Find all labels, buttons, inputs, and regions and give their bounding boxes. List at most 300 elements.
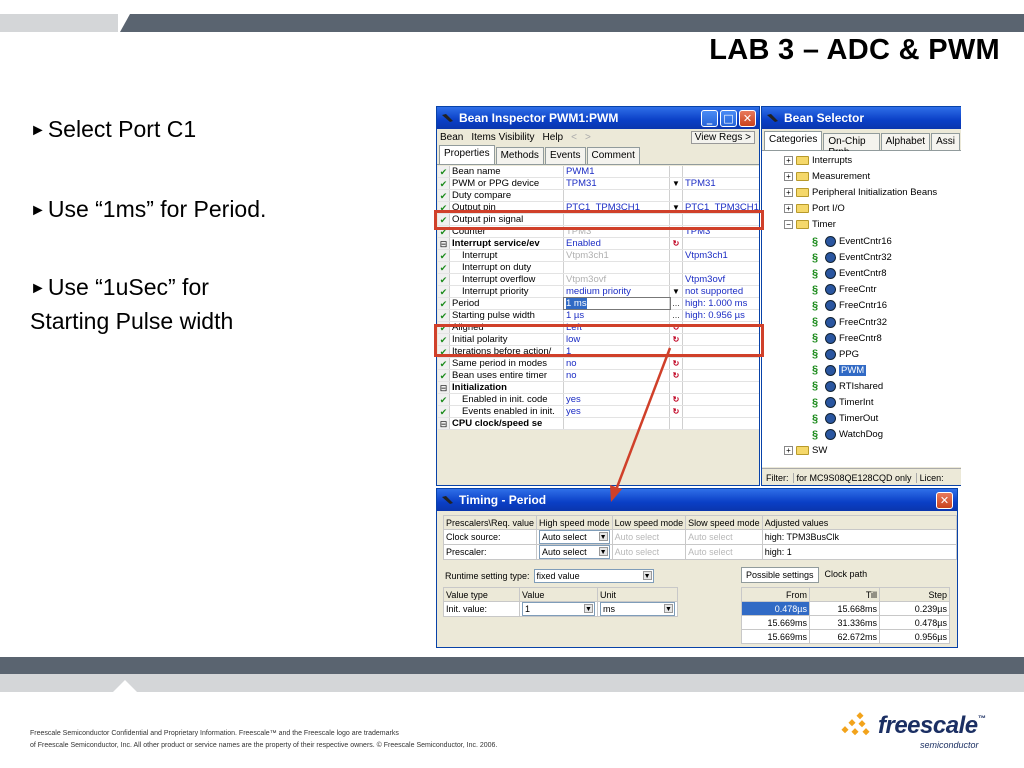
property-label: Interrupt priority: [450, 286, 564, 297]
bean-icon: §: [812, 267, 819, 280]
property-extra: Vtpm3ovf: [683, 274, 760, 285]
property-row[interactable]: [438, 406, 760, 418]
tab-clock-path[interactable]: Clock path: [824, 569, 868, 579]
table-row[interactable]: [742, 616, 950, 630]
property-row[interactable]: [438, 274, 760, 286]
adjusted-value: high: TPM3BusClk: [762, 530, 956, 545]
property-value[interactable]: TPM31: [564, 178, 670, 189]
tree-item[interactable]: [784, 187, 937, 198]
tab-comment[interactable]: Comment: [587, 147, 640, 164]
check-icon: ⊟: [438, 418, 450, 429]
step-cell: 0.956µs: [880, 630, 950, 644]
chevron-down-icon: ▼: [599, 534, 607, 541]
col-header: Till: [810, 588, 880, 602]
till-cell: 15.668ms: [810, 602, 880, 616]
property-value[interactable]: 1 µs: [564, 310, 670, 321]
check-icon: ✔: [438, 406, 450, 417]
gear-icon: [825, 349, 836, 360]
bean-icon: §: [812, 428, 819, 441]
property-row[interactable]: [438, 418, 760, 430]
inspector-tabs: [437, 145, 759, 165]
tree-item-label: FreeCntr8: [839, 332, 882, 344]
bean-icon: §: [812, 364, 819, 377]
property-value[interactable]: low: [564, 334, 670, 345]
property-label: Output pin signal: [450, 214, 564, 225]
cycle-icon[interactable]: ↻: [670, 358, 683, 369]
minimize-button[interactable]: _: [701, 110, 718, 127]
tree-item-label: PWM: [841, 364, 865, 376]
menu-items-visibility[interactable]: Items Visibility: [471, 131, 535, 143]
from-cell: 15.669ms: [742, 616, 810, 630]
property-label: Interrupt service/ev: [450, 238, 564, 249]
bullet-text: Use “1uSec” for: [47, 274, 209, 300]
tab-possible-settings[interactable]: Possible settings: [741, 567, 819, 583]
check-icon: ✔: [438, 190, 450, 201]
tree-item-label: SW: [812, 444, 828, 456]
property-row[interactable]: [438, 286, 760, 298]
bean-icon: §: [812, 299, 819, 312]
property-label: Bean uses entire timer: [450, 370, 564, 381]
bullet-arrow-icon: ►: [30, 280, 46, 297]
property-value[interactable]: PTC1_TPM3CH1: [564, 202, 670, 213]
property-row[interactable]: [438, 262, 760, 274]
unit-select[interactable]: ms ▼: [598, 602, 678, 617]
gear-icon: [825, 365, 836, 376]
check-icon: ✔: [438, 370, 450, 381]
bean-tree: [762, 151, 961, 467]
chevron-down-icon[interactable]: ▼: [670, 286, 683, 297]
timing-title: Timing - Period: [459, 493, 547, 507]
output-pin-highlight: [434, 210, 764, 230]
check-icon: ✔: [438, 226, 450, 237]
tree-item[interactable]: [812, 332, 882, 344]
bullet-text: Use “1ms” for Period.: [47, 196, 267, 222]
header-bar-light: [0, 14, 118, 32]
tab-onchip[interactable]: On-Chip: [823, 133, 879, 150]
period-highlight: [434, 324, 764, 357]
property-value[interactable]: yes: [564, 394, 670, 405]
gear-icon: [825, 413, 836, 424]
step-cell: 0.478µs: [880, 616, 950, 630]
expand-icon[interactable]: +: [784, 188, 793, 197]
nav-back[interactable]: <: [571, 131, 577, 143]
property-value[interactable]: [564, 298, 670, 309]
nav-forward[interactable]: >: [584, 131, 591, 143]
check-icon: ✔: [438, 322, 450, 333]
property-label: Interrupt on duty: [450, 262, 564, 273]
property-value[interactable]: Left: [564, 322, 670, 333]
tree-item-label: WatchDog: [839, 429, 883, 441]
bullet-3: [30, 271, 233, 337]
property-label: Interrupt overflow: [450, 274, 564, 285]
bean-icon: §: [812, 251, 819, 264]
logo-subtitle: semiconductor: [920, 740, 979, 750]
property-row[interactable]: [438, 310, 760, 322]
property-extra: [683, 262, 760, 273]
selector-title: Bean Selector: [784, 111, 865, 125]
property-value[interactable]: 1: [564, 346, 670, 357]
value-type: Init. value:: [444, 602, 520, 617]
tree-item[interactable]: [812, 380, 883, 392]
property-row[interactable]: [438, 178, 760, 190]
license-field: Licen:: [916, 473, 944, 483]
gear-icon: [825, 252, 836, 263]
gear-icon: [825, 284, 836, 295]
gear-icon: [825, 333, 836, 344]
property-extra: [683, 394, 760, 405]
gear-icon: [825, 317, 836, 328]
expand-icon[interactable]: +: [784, 446, 793, 455]
property-extra: TPM3: [683, 226, 760, 237]
property-extra: high: 0.956 µs: [683, 310, 760, 321]
prescaler-header-row: [444, 516, 957, 530]
tree-item-label: Peripheral Initialization Beans: [812, 187, 938, 199]
timing-close-button[interactable]: ✕: [936, 492, 953, 509]
bean-icon: [766, 112, 780, 124]
footer-bar-dark: [0, 657, 1024, 674]
property-extra: Vtpm3ch1: [683, 250, 760, 261]
property-row[interactable]: [438, 238, 760, 250]
tree-item-label: EventCntr8: [839, 268, 887, 280]
property-label: Interrupt: [450, 250, 564, 261]
tab-alphabet[interactable]: Alphabet: [881, 133, 930, 150]
gear-icon: [825, 300, 836, 311]
property-label: PWM or PPG device: [450, 178, 564, 189]
check-icon: ✔: [438, 358, 450, 369]
tree-item[interactable]: [812, 397, 873, 409]
property-extra: [683, 382, 760, 393]
pointer-arrow: [600, 340, 680, 505]
table-row: [444, 530, 957, 545]
check-icon: ✔: [438, 262, 450, 273]
value-input[interactable]: 1 ▼: [520, 602, 598, 617]
col-header: Value: [520, 588, 598, 602]
row-label: Prescaler:: [444, 545, 537, 560]
gear-icon: [825, 268, 836, 279]
tree-item-label: Timer: [812, 219, 836, 231]
check-icon: ✔: [438, 346, 450, 357]
property-value[interactable]: [564, 190, 670, 201]
cycle-icon[interactable]: ↻: [670, 406, 683, 417]
property-label: Counter: [450, 226, 564, 237]
tree-item[interactable]: [784, 171, 870, 182]
check-icon: ✔: [438, 286, 450, 297]
from-cell: 15.669ms: [742, 630, 810, 644]
property-row[interactable]: [438, 298, 760, 310]
value-header-row: [444, 588, 678, 602]
property-row[interactable]: [438, 358, 760, 370]
tab-properties[interactable]: Properties: [439, 145, 495, 164]
tab-assistant[interactable]: Assi: [931, 133, 960, 150]
tree-item[interactable]: [812, 284, 876, 296]
tree-item[interactable]: [812, 236, 892, 248]
settings-tabs: [741, 567, 871, 583]
prescaler-table: [443, 515, 957, 560]
property-label: Events enabled in init.: [450, 406, 564, 417]
settings-header-row: [742, 588, 950, 602]
bullet-arrow-icon: ►: [30, 122, 46, 139]
tab-methods[interactable]: Methods: [496, 147, 544, 164]
step-cell: 0.239µs: [880, 602, 950, 616]
cycle-icon[interactable]: ↻: [670, 322, 683, 333]
legal-text: [30, 728, 497, 752]
tree-item[interactable]: [812, 364, 866, 376]
property-row[interactable]: [438, 394, 760, 406]
bean-icon: §: [812, 283, 819, 296]
tree-item-label: FreeCntr32: [839, 316, 888, 328]
tree-item-label: TimerOut: [839, 413, 879, 425]
property-extra: [683, 418, 760, 429]
header-bar-dark: [120, 14, 1024, 32]
high-speed-select[interactable]: Auto select ▼: [537, 530, 613, 545]
property-label: Duty compare: [450, 190, 564, 201]
bullet-text-cont: Starting Pulse width: [30, 308, 234, 334]
property-value[interactable]: no: [564, 358, 670, 369]
gear-icon: [825, 381, 836, 392]
expand-icon[interactable]: +: [784, 156, 793, 165]
selected-text: 1 ms: [566, 298, 587, 309]
col-header: From: [742, 588, 810, 602]
logo-wordmark: freescale™: [878, 712, 986, 739]
legal-line-2: of Freescale Semiconductor, Inc. All other product or service names are the property of their respective owners. © Freescale Semiconductor, Inc. 2006.: [30, 742, 498, 749]
property-extra: high: 1.000 ms: [683, 298, 760, 309]
tree-item-label: EventCntr16: [839, 236, 892, 247]
property-label: Same period in modes: [450, 358, 564, 369]
check-icon: ⊟: [438, 382, 450, 393]
tree-item[interactable]: [784, 219, 836, 230]
tree-item-label: Measurement: [812, 171, 871, 183]
bean-selector-window: [761, 106, 961, 486]
chevron-down-icon: ▼: [599, 549, 607, 556]
property-extra: [683, 166, 760, 177]
value-table: [443, 587, 678, 617]
legal-line-1: Freescale Semiconductor Confidential and Proprietary Information. Freescale™ and the Freescale logo are trademarks: [30, 730, 399, 737]
gear-icon: [825, 429, 836, 440]
property-action[interactable]: [670, 190, 683, 201]
cycle-icon[interactable]: ↻: [670, 334, 683, 345]
check-icon: ✔: [438, 178, 450, 189]
property-label: Iterations before action/: [450, 346, 564, 357]
bean-icon: §: [812, 332, 819, 345]
bullet-2: [30, 193, 266, 227]
tree-item[interactable]: [812, 348, 859, 360]
table-row: [444, 545, 957, 560]
tree-item[interactable]: [812, 268, 887, 280]
property-extra: not supported: [683, 286, 760, 297]
check-icon: ⊟: [438, 238, 450, 249]
view-regs-button[interactable]: View Regs >: [691, 131, 755, 144]
close-button[interactable]: ✕: [739, 110, 756, 127]
col-header: Value type: [444, 588, 520, 602]
filter-bar: [762, 468, 961, 486]
runtime-setting: [445, 569, 654, 583]
selector-tabs: [762, 129, 961, 151]
property-label: Starting pulse width: [450, 310, 564, 321]
property-action[interactable]: [670, 274, 683, 285]
property-value[interactable]: TPM3: [564, 226, 670, 237]
bean-icon: §: [812, 396, 819, 409]
property-extra: PTC1_TPM3CH1: [685, 202, 759, 213]
filter-value[interactable]: for MC9S08QE128CQD only: [793, 473, 912, 483]
tree-item-label: EventCntr32: [839, 252, 892, 264]
property-label: Period: [450, 298, 564, 309]
col-header: Low speed mode: [612, 516, 686, 530]
table-row[interactable]: [742, 602, 950, 616]
tree-item-label: RTIshared: [839, 380, 884, 392]
filter-label: Filter:: [766, 472, 789, 483]
settings-table: [741, 587, 950, 644]
footer-bar-light: [0, 674, 1024, 692]
chevron-down-icon: ▼: [585, 606, 592, 613]
property-value[interactable]: Vtpm3ovf: [564, 274, 670, 285]
menu-bean[interactable]: Bean: [440, 131, 464, 143]
bean-icon: §: [812, 235, 819, 248]
tree-item[interactable]: [812, 413, 878, 425]
bullet-1: [30, 113, 196, 147]
from-cell: 0.478µs: [742, 602, 810, 616]
property-row[interactable]: [438, 382, 760, 394]
footer-notch: [113, 680, 137, 692]
bullet-arrow-icon: ►: [30, 202, 46, 219]
property-value[interactable]: Vtpm3ch1: [564, 250, 670, 261]
till-cell: 31.336ms: [810, 616, 880, 630]
tree-item-label: TimerInt: [839, 397, 874, 408]
property-extra: TPM31: [683, 178, 760, 189]
slide-title: LAB 3 – ADC & PWM: [709, 34, 1000, 66]
ellipsis-button[interactable]: …: [670, 298, 683, 309]
runtime-label: Runtime setting type:: [445, 571, 530, 581]
tree-item-label: PPG: [839, 348, 860, 360]
cycle-icon[interactable]: ↻: [670, 238, 683, 249]
bean-icon: [441, 112, 455, 124]
chevron-down-icon[interactable]: ▼: [670, 202, 683, 213]
property-value[interactable]: no: [564, 370, 670, 381]
property-value[interactable]: PWM1: [564, 166, 670, 177]
cycle-icon[interactable]: ↻: [670, 370, 683, 381]
tree-item-label: FreeCntr: [839, 284, 877, 296]
check-icon: ✔: [438, 214, 450, 225]
tree-item[interactable]: [812, 429, 883, 441]
low-speed-select: Auto select: [612, 530, 686, 545]
property-row[interactable]: [438, 190, 760, 202]
check-icon: ✔: [438, 202, 450, 213]
inspector-title: Bean Inspector PWM1:PWM: [459, 111, 619, 125]
col-header: Unit: [598, 588, 678, 602]
tree-item[interactable]: [784, 445, 827, 456]
chevron-down-icon: ▼: [643, 573, 651, 580]
chevron-down-icon[interactable]: ▼: [670, 178, 683, 189]
property-label: Output pin: [450, 202, 564, 213]
folder-icon: [796, 172, 809, 181]
property-label: Bean name: [450, 166, 564, 177]
bean-icon: §: [812, 348, 819, 361]
timing-titlebar[interactable]: [437, 489, 957, 511]
property-extra: [683, 370, 760, 381]
property-row[interactable]: [438, 250, 760, 262]
freescale-logo-icon: [838, 712, 874, 740]
property-value[interactable]: Enabled: [564, 238, 670, 249]
check-icon: ✔: [438, 274, 450, 285]
bean-icon: §: [812, 380, 819, 393]
tree-item[interactable]: [784, 155, 852, 166]
slow-speed-select: Auto select: [686, 545, 763, 560]
high-speed-select[interactable]: Auto select ▼: [537, 545, 613, 560]
gear-icon: [825, 397, 836, 408]
property-value[interactable]: yes: [564, 406, 670, 417]
property-value[interactable]: [564, 262, 670, 273]
check-icon: ✔: [438, 394, 450, 405]
property-action[interactable]: [670, 262, 683, 273]
tab-events[interactable]: Events: [545, 147, 586, 164]
tree-item-label: FreeCntr16: [839, 300, 888, 312]
table-row[interactable]: [742, 630, 950, 644]
check-icon: ✔: [438, 166, 450, 177]
property-label: Initialization: [450, 382, 564, 393]
property-label: CPU clock/speed se: [450, 418, 564, 429]
selector-titlebar[interactable]: [762, 107, 961, 129]
property-extra: [683, 190, 760, 201]
row-label: Clock source:: [444, 530, 537, 545]
expand-icon[interactable]: +: [784, 204, 793, 213]
check-icon: ✔: [438, 310, 450, 321]
folder-icon: [796, 204, 809, 213]
chevron-down-icon: ▼: [665, 606, 672, 613]
tree-item[interactable]: [812, 252, 892, 264]
folder-icon: [796, 156, 809, 165]
property-action[interactable]: [670, 166, 683, 177]
property-value[interactable]: medium priority: [564, 286, 670, 297]
menu-help[interactable]: Help: [542, 131, 564, 143]
check-icon: ✔: [438, 250, 450, 261]
col-header: Prescalers\Req. value: [444, 516, 537, 530]
tab-categories[interactable]: Categories: [764, 131, 822, 150]
col-header: Adjusted values: [762, 516, 956, 530]
freescale-logo: [838, 712, 986, 750]
tree-item-label: Port I/O: [812, 203, 845, 215]
low-speed-select: Auto select: [612, 545, 686, 560]
inspector-menubar: [437, 129, 759, 145]
tree-item[interactable]: [812, 300, 887, 312]
table-row: [444, 602, 678, 617]
tree-item-label: Interrupts: [812, 155, 853, 166]
property-row[interactable]: [438, 370, 760, 382]
bean-inspector-window: [436, 106, 760, 486]
maximize-button[interactable]: □: [720, 110, 737, 127]
folder-icon: [796, 188, 809, 197]
tree-item[interactable]: [784, 203, 845, 214]
timing-window: [436, 488, 958, 648]
expand-icon[interactable]: +: [784, 172, 793, 181]
property-label: Initial polarity: [450, 334, 564, 345]
bean-icon: [441, 494, 455, 506]
tree-item[interactable]: [812, 316, 887, 328]
property-extra: [683, 406, 760, 417]
properties-grid: [438, 166, 760, 430]
adjusted-value: high: 1: [762, 545, 956, 560]
property-label: Enabled in init. code: [450, 394, 564, 405]
cycle-icon[interactable]: ↻: [670, 394, 683, 405]
gear-icon: [825, 236, 836, 247]
folder-icon: [796, 446, 809, 455]
check-icon: ✔: [438, 298, 450, 309]
col-header: High speed mode: [537, 516, 613, 530]
property-action[interactable]: [670, 250, 683, 261]
bean-icon: §: [812, 316, 819, 328]
ellipsis-button[interactable]: …: [670, 310, 683, 321]
runtime-select[interactable]: fixed value ▼: [534, 569, 654, 583]
collapse-icon[interactable]: −: [784, 220, 793, 229]
property-row[interactable]: [438, 166, 760, 178]
